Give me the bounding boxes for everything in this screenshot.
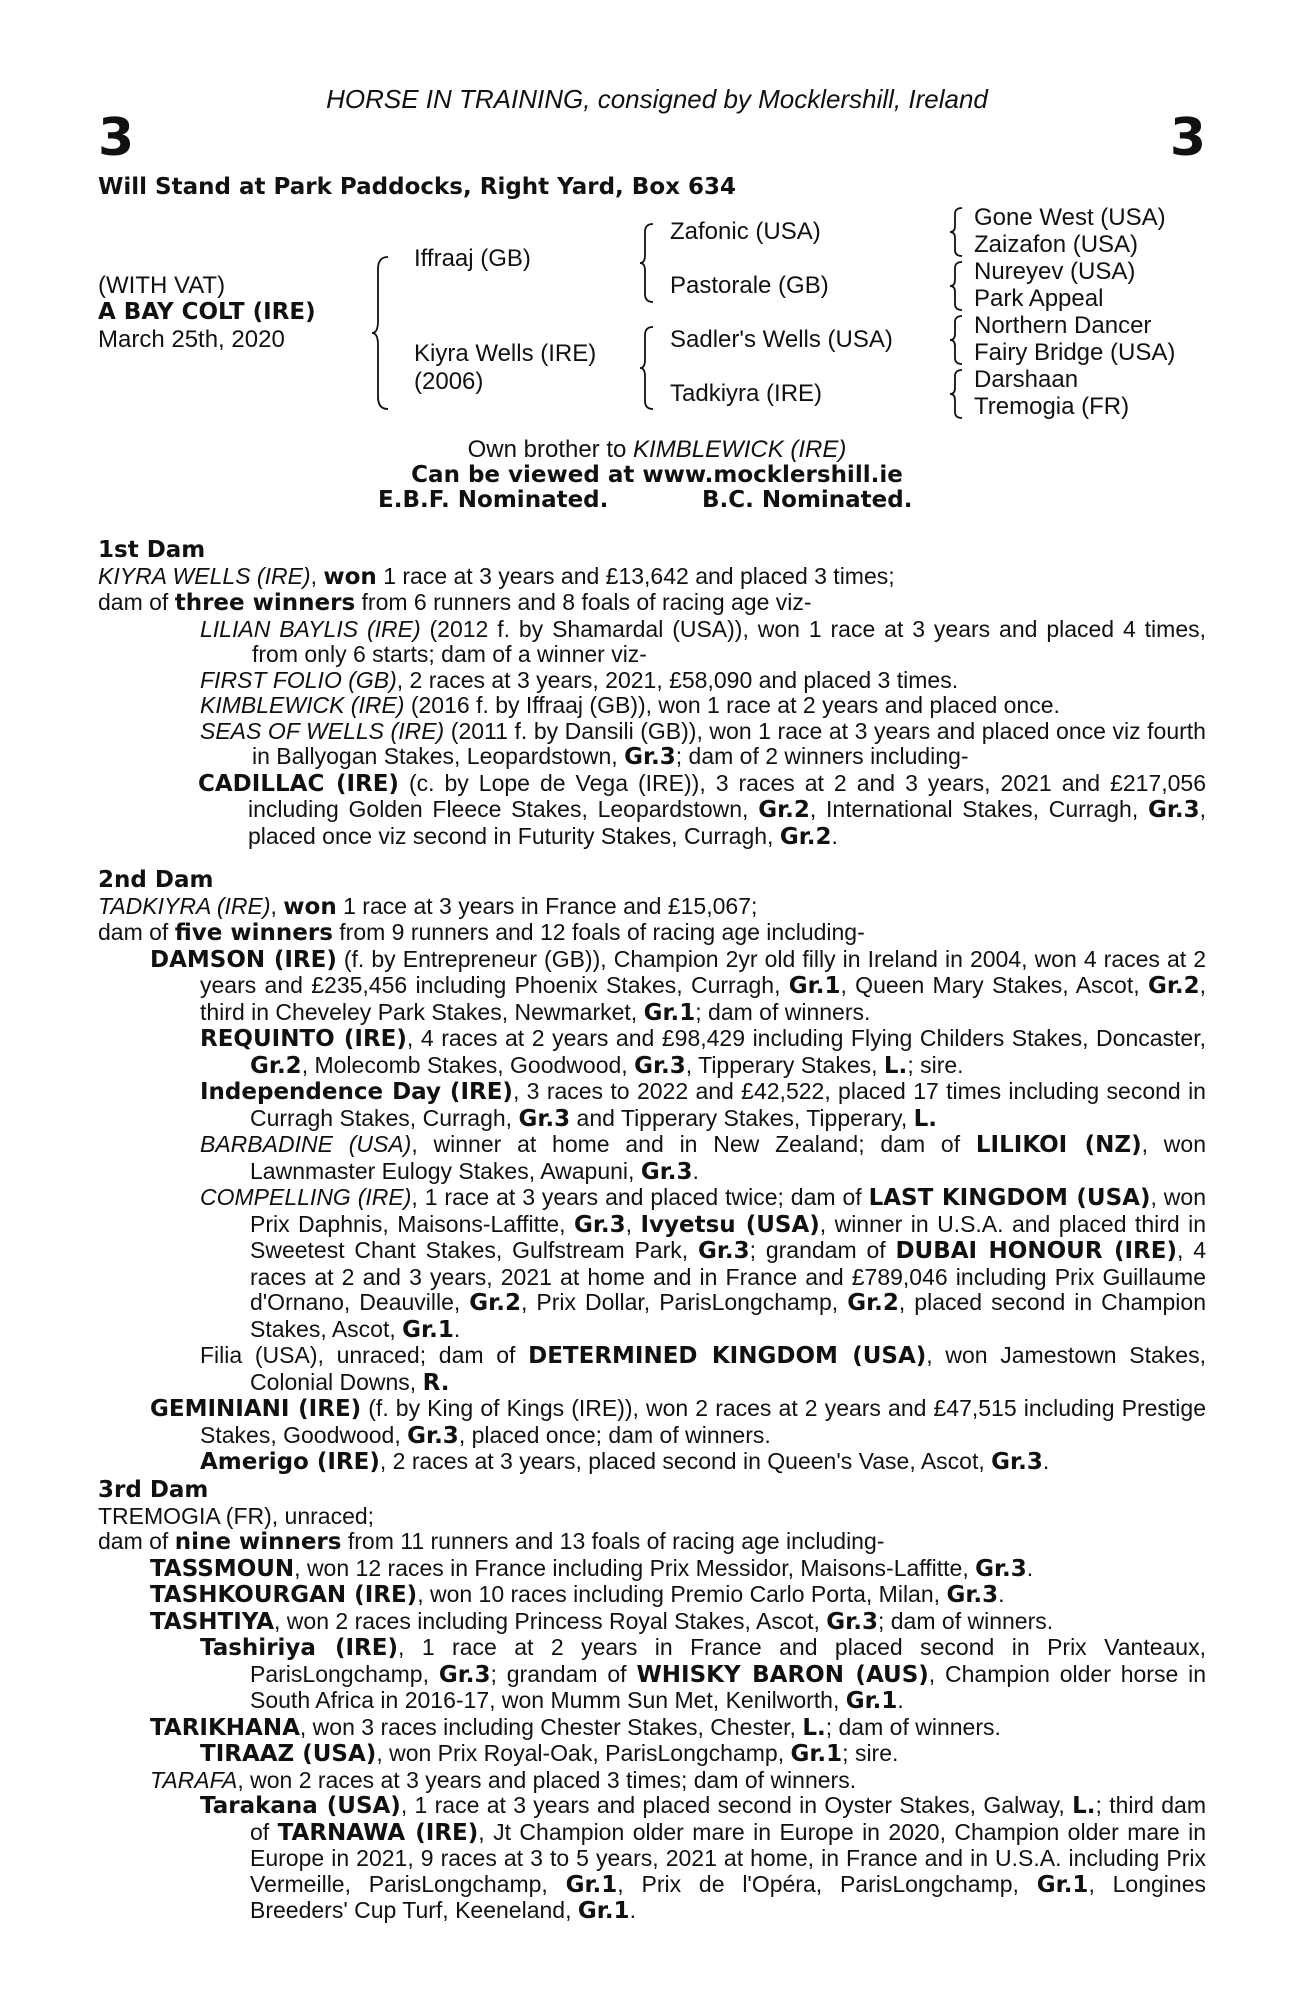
viewing-note: Can be viewed at www.mocklershill.ie: [411, 462, 903, 488]
second-dam-produce: dam of five winners from 9 runners and 12 foals of racing age including-: [98, 919, 865, 946]
second-dam-record: TADKIYRA (IRE), won 1 race at 3 years in France and £15,067;: [98, 892, 758, 920]
brace-g3: [948, 314, 964, 366]
entry-damson: DAMSON (IRE) (f. by Entrepreneur (GB)), Champion 2yr old filly in Ireland in 2004, won 4 races at 2 years and £235,456 including Phoenix Stakes, Curragh, Gr.1, Queen Mary Stakes, Ascot, Gr.2, third in Cheveley Park Stakes, Newmarket, Gr.1; dam of winners.: [150, 945, 1207, 1026]
dam-year: (2006): [414, 368, 484, 395]
first-dam-produce: dam of three winners from 6 runners and 8 foals of racing age viz-: [98, 589, 812, 616]
brace-g4: [948, 368, 964, 420]
g-northern-dancer: Northern Dancer: [974, 312, 1152, 339]
entry-tarafa: TARAFA, won 2 races at 3 years and placed 3 times; dam of winners.: [150, 1766, 857, 1793]
g-fairy-bridge: Fairy Bridge (USA): [974, 339, 1176, 366]
third-dam-section: [98, 1478, 1206, 1925]
sire-sire: Zafonic (USA): [670, 218, 821, 245]
entry-compelling: COMPELLING (IRE), 1 race at 3 years and placed twice; dam of LAST KINGDOM (USA), won Prix Daphnis, Maisons-Laffitte, Gr.3, Ivyetsu (USA), winner in U.S.A. and placed third in Sweetest Chant Stakes, Gulfstream Park, Gr.3; grandam of DUBAI HONOUR (IRE), 4 races at 2 and 3 years, 2021 at home and in France and £789,046 including Prix Guillaume d'Ornano, Deauville, Gr.2, Prix Dollar, ParisLongchamp, Gr.2, placed second in Champion Stakes, Ascot, Gr.1.: [200, 1184, 1206, 1343]
entry-geminiani: GEMINIANI (IRE) (f. by King of Kings (IRE)), won 2 races at 2 years and £47,515 including Prestige Stakes, Goodwood, Gr.3, placed once; dam of winners.: [150, 1395, 1206, 1449]
g-tremogia: Tremogia (FR): [974, 393, 1130, 420]
entry-amerigo: Amerigo (IRE), 2 races at 3 years, placed second in Queen's Vase, Ascot, Gr.3.: [200, 1448, 1050, 1475]
g-gone-west: Gone West (USA): [974, 204, 1166, 231]
second-dam-section: [98, 868, 1206, 1476]
brace-dam: [638, 325, 656, 411]
g-nureyev: Nureyev (USA): [974, 258, 1136, 285]
entry-requinto: REQUINTO (IRE), 4 races at 2 years and £98,429 including Flying Childers Stakes, Doncaster, Gr.2, Molecomb Stakes, Goodwood, Gr.3, Tipperary Stakes, L.; sire.: [200, 1025, 1206, 1079]
g-zaizafon: Zaizafon (USA): [974, 231, 1139, 258]
entry-tarikhana: TARIKHANA, won 3 races including Chester Stakes, Chester, L.; dam of winners.: [150, 1713, 1001, 1741]
brace-sire: [638, 222, 656, 304]
vat-note: (WITH VAT): [98, 272, 226, 299]
third-dam-produce: dam of nine winners from 11 runners and 13 foals of racing age including-: [98, 1528, 885, 1555]
lot-number-right: 3: [1169, 108, 1206, 168]
g-darshaan: Darshaan: [974, 366, 1079, 393]
sire-dam: Pastorale (GB): [670, 272, 829, 299]
dam-dam: Tadkiyra (IRE): [670, 380, 823, 407]
entry-kimblewick: KIMBLEWICK (IRE) (2016 f. by Iffraaj (GB)), won 1 race at 2 years and placed once.: [200, 692, 1060, 718]
own-brother-prefix: Own brother to: [467, 436, 634, 463]
bc-nominated: B.C. Nominated.: [702, 487, 913, 513]
entry-first-folio: FIRST FOLIO (GB), 2 races at 3 years, 2021, £58,090 and placed 3 times.: [200, 666, 959, 693]
first-dam-heading: 1st Dam: [98, 537, 206, 563]
first-dam-section: [98, 538, 1206, 850]
own-brother-name: KIMBLEWICK (IRE): [633, 436, 847, 463]
entry-tashtiya: TASHTIYA, won 2 races including Princess Royal Stakes, Ascot, Gr.3; dam of winners.: [150, 1607, 1054, 1635]
third-dam-record: TREMOGIA (FR), unraced;: [98, 1502, 375, 1529]
second-dam-heading: 2nd Dam: [98, 867, 214, 893]
sire: Iffraaj (GB): [414, 245, 531, 272]
first-dam-record: KIYRA WELLS (IRE), won 1 race at 3 years and £13,642 and placed 3 times;: [98, 562, 895, 590]
dam-sire: Sadler's Wells (USA): [670, 326, 893, 353]
entry-tashkourgan: TASHKOURGAN (IRE), won 10 races including Premio Carlo Porta, Milan, Gr.3.: [150, 1581, 1005, 1608]
entry-tashiriya: Tashiriya (IRE), 1 race at 2 years in France and placed second in Prix Vanteaux, ParisLongchamp, Gr.3; grandam of WHISKY BARON (AUS), Champion older horse in South Africa in 2016-17, won Mumm Sun Met, Kenilworth, Gr.1.: [200, 1634, 1206, 1714]
entry-filia: Filia (USA), unraced; dam of DETERMINED KINGDOM (USA), won Jamestown Stakes, Colonial Downs, R.: [200, 1342, 1206, 1396]
own-brother-note: [0, 436, 1314, 464]
entry-tarakana: Tarakana (USA), 1 race at 3 years and placed second in Oyster Stakes, Galway, L.; third dam of TARNAWA (IRE), Jt Champion older mare in Europe in 2020, Champion older mare in Europe in 2021, 9 races at 3 to 5 years, 2021 at home, in France and in U.S.A. including Prix Vermeille, ParisLongchamp, Gr.1, Prix de l'Opéra, ParisLongchamp, Gr.1, Longines Breeders' Cup Turf, Keeneland, Gr.1.: [200, 1792, 1207, 1924]
ebf-nominated: E.B.F. Nominated.: [378, 487, 609, 513]
brace-g2: [948, 260, 964, 312]
entry-barbadine: BARBADINE (USA), winner at home and in New Zealand; dam of LILIKOI (NZ), won Lawnmaster Eulogy Stakes, Awapuni, Gr.3.: [200, 1131, 1206, 1185]
g-park-appeal: Park Appeal: [974, 285, 1104, 312]
consignment-line: HORSE IN TRAINING, consigned by Mocklershill, Ireland: [326, 84, 988, 114]
brace-main: [370, 255, 392, 411]
entry-tassmoun: TASSMOUN, won 12 races in France including Prix Messidor, Maisons-Laffitte, Gr.3.: [150, 1554, 1034, 1582]
dam: Kiyra Wells (IRE): [414, 340, 597, 367]
third-dam-heading: 3rd Dam: [98, 1477, 209, 1503]
entry-seas-of-wells: SEAS OF WELLS (IRE) (2011 f. by Dansili (GB)), won 1 race at 3 years and placed once viz fourth in Ballyogan Stakes, Leopardstown, Gr.3; dam of 2 winners including-: [200, 717, 1206, 770]
lot-number-left: 3: [98, 108, 135, 168]
foaling-date: March 25th, 2020: [98, 326, 285, 353]
entry-tiraaz: TIRAAZ (USA), won Prix Royal-Oak, ParisLongchamp, Gr.1; sire.: [200, 1740, 899, 1767]
entry-independence-day: Independence Day (IRE), 3 races to 2022 and £42,522, placed 17 times including second in Curragh Stakes, Curragh, Gr.3 and Tipperary Stakes, Tipperary, L.: [200, 1078, 1206, 1132]
brace-g1: [948, 206, 964, 258]
entry-cadillac: CADILLAC (IRE) (c. by Lope de Vega (IRE)), 3 races at 2 and 3 years, 2021 and £217,056 including Golden Fleece Stakes, Leopardstown, Gr.2, International Stakes, Curragh, Gr.3, placed once viz second in Futurity Stakes, Curragh, Gr.2.: [198, 769, 1207, 850]
horse-name: A BAY COLT (IRE): [98, 299, 316, 325]
entry-lilian-baylis: LILIAN BAYLIS (IRE) (2012 f. by Shamardal (USA)), won 1 race at 3 years and placed 4 times, from only 6 starts; dam of a winner viz-: [200, 615, 1207, 667]
stand-location: Will Stand at Park Paddocks, Right Yard, Box 634: [98, 174, 736, 200]
